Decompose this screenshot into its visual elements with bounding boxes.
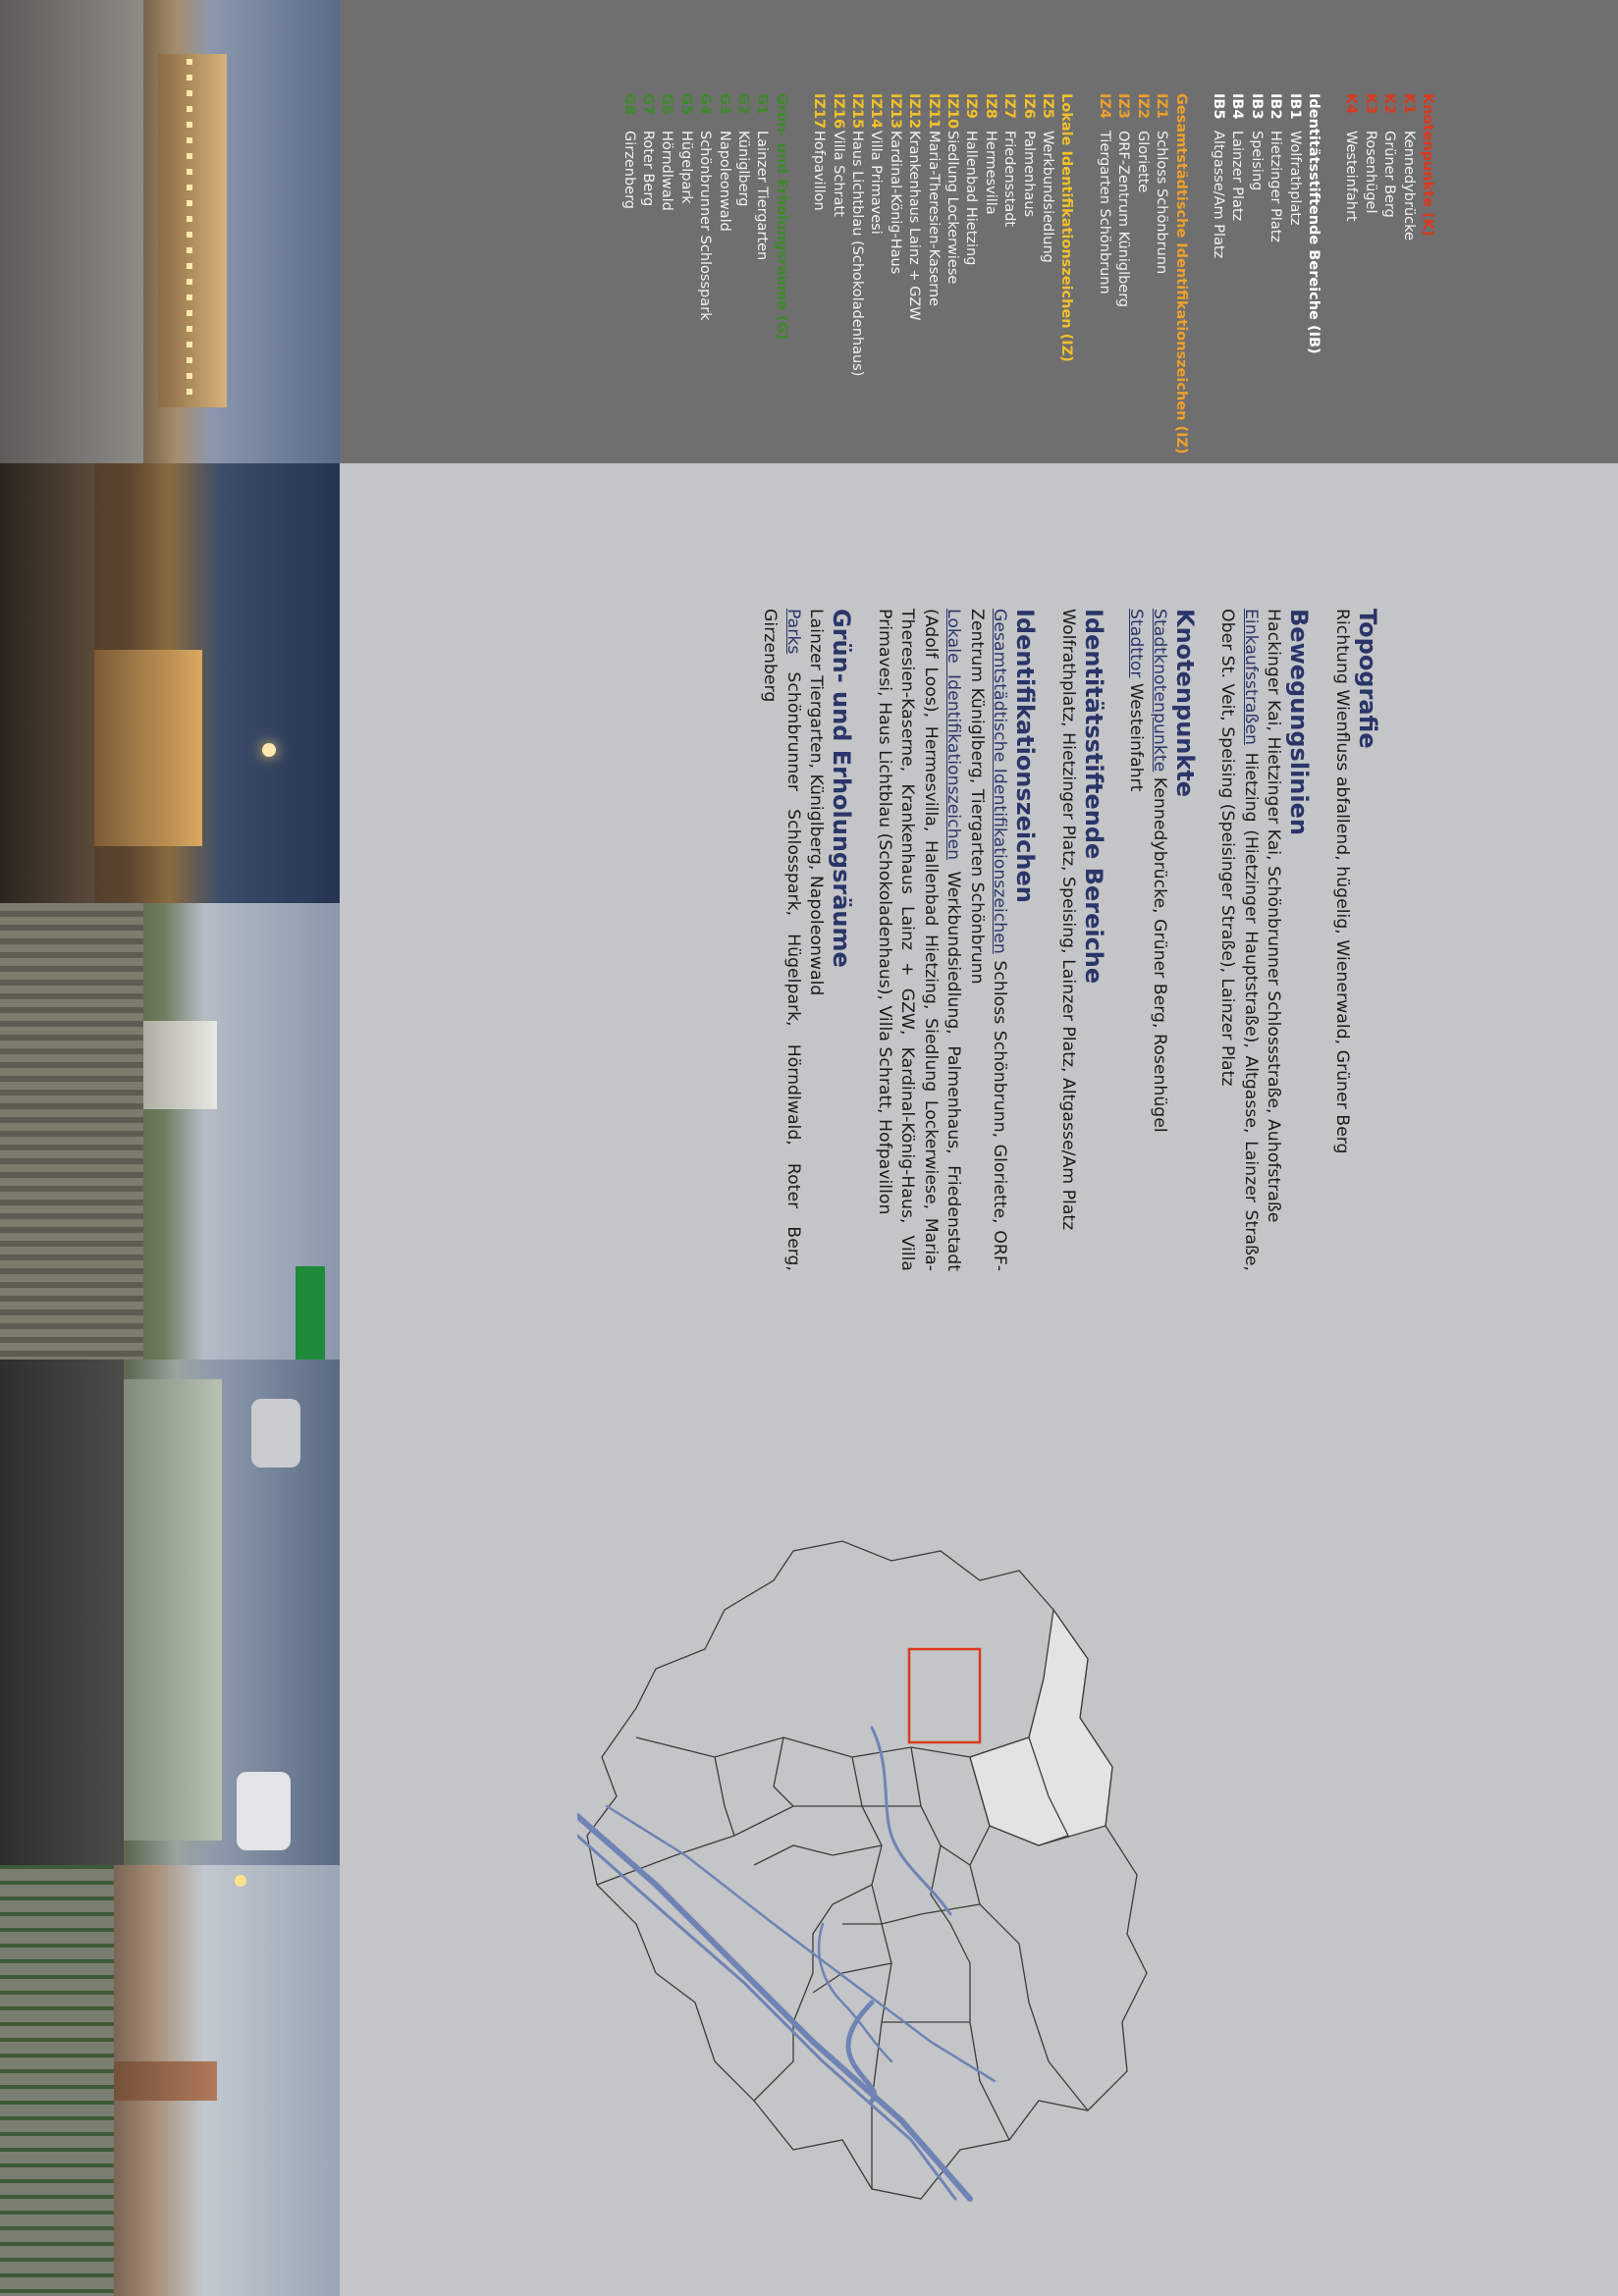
legend-item (1266, 93, 1284, 456)
legend-label: Schönbrunner Schlosspark (697, 131, 714, 321)
legend-label: Küniglberg (735, 131, 751, 207)
label-gesamtstaedtisch: Gesamtstädtische Identifikationszeichen (990, 609, 1010, 954)
palace-lights (187, 59, 192, 402)
heading-knotenpunkte: Knotenpunkte (1171, 609, 1199, 798)
legend-code: K3 (1362, 93, 1378, 115)
legend-label: Maria-Theresien-Kaserne (925, 131, 942, 307)
legend-item (1132, 93, 1151, 456)
legend-label: Tiergarten Schönbrunn (1096, 131, 1112, 294)
legend-group-title: Knotenpunkte (K) (1420, 93, 1435, 237)
legend-label: Lainzer Tiergarten (754, 131, 771, 261)
heading-bewegungslinien: Bewegungslinien (1285, 609, 1314, 835)
legend-item (809, 93, 828, 456)
legend-item (847, 93, 866, 456)
legend-label: Kardinal-König-Haus (887, 131, 903, 275)
legend-code: IB2 (1267, 93, 1284, 120)
photo-road-cars (0, 1360, 340, 1865)
legend-code: G6 (659, 93, 675, 115)
legend-item (866, 93, 885, 456)
legend-item (1246, 93, 1265, 456)
district-boundary (754, 1845, 882, 1865)
district-boundary (970, 1826, 1088, 2110)
legend-code: G2 (735, 93, 751, 115)
legend-label: Lainzer Platz (1229, 131, 1246, 222)
road (0, 463, 94, 903)
legend-group-title: Lokale Identifikationszeichen (IZ) (1058, 93, 1075, 362)
legend-code: IZ11 (925, 93, 942, 130)
legend-code: IZ7 (1001, 93, 1018, 119)
text-knotenpunkte-1: Kennedybrücke, Grüner Berg, Rosenhügel (1150, 772, 1169, 1133)
legend-code: IZ13 (887, 93, 903, 130)
legend-code: G5 (677, 93, 694, 115)
river-wienfluss (872, 1728, 950, 1914)
section-zeichen (873, 609, 1041, 1271)
legend-item (1152, 93, 1170, 456)
legend-label: Villa Primavesi (868, 131, 885, 235)
section-topografie (1330, 609, 1383, 1271)
photo-bridge-church (0, 1865, 340, 2296)
legend-label: ORF-Zentrum Küniglberg (1115, 131, 1132, 308)
legend-item (943, 93, 961, 456)
section-knotenpunkte (1124, 609, 1200, 1271)
legend-item (714, 93, 732, 456)
legend-list (619, 93, 1436, 456)
text-bewegungslinien (1215, 609, 1285, 1271)
car-right (237, 1772, 291, 1850)
heading-bereiche: Identitätsstiftende Bereiche (1080, 609, 1107, 985)
text-knotenpunkte-2: Westeinfahrt (1126, 677, 1147, 792)
legend-code: IZ14 (868, 93, 885, 130)
text-gruen-1: Lainzer Tiergarten, Küniglberg, Napoleonwald (806, 609, 827, 996)
green-wall (124, 1379, 222, 1841)
legend-item (1227, 93, 1246, 456)
legend-item (980, 93, 998, 456)
car-left (251, 1399, 300, 1468)
legend-item (1341, 93, 1360, 456)
legend-label: Hallenbad Hietzing (963, 131, 980, 266)
legend-label: Siedlung Lockerwiese (944, 131, 961, 285)
legend-code: IZ10 (944, 93, 961, 130)
legend-item (1113, 93, 1132, 456)
legend-label: Krankenhaus Lainz + GZW (906, 131, 923, 321)
legend-label: Palmenhaus (1020, 131, 1037, 218)
legend-item (675, 93, 694, 456)
palace-facade (158, 54, 227, 407)
legend-item (961, 93, 980, 456)
photo-station (0, 903, 340, 1360)
district-boundary (931, 1845, 1009, 2140)
legend-code: IZ15 (849, 93, 866, 130)
photo-street-night (0, 463, 340, 903)
legend-code: G4 (697, 93, 714, 115)
legend-code: IZ2 (1134, 93, 1151, 119)
legend-label: Westeinfahrt (1343, 131, 1360, 222)
legend-group-title: Grün- und Erholungsräume (G) (773, 93, 789, 341)
bridge-lamp (235, 1875, 246, 1887)
district-boundary (715, 1757, 734, 1836)
street-lamp (262, 743, 276, 757)
legend-code: IB3 (1248, 93, 1265, 120)
legend-label: Napoleonwald (716, 131, 732, 232)
legend-label: Roter Berg (639, 131, 656, 207)
legend-label: Schloss Schönbrunn (1154, 131, 1170, 275)
legend-label: Hermesvilla (982, 131, 998, 215)
legend-item (828, 93, 846, 456)
label-einkaufsstrassen: Einkaufsstraßen (1241, 609, 1261, 745)
text-bewegungslinien-1: Hackinger Kai, Hietzinger Kai, Schönbrunner Schlossstraße, Auhofstraße (1264, 609, 1284, 1223)
legend-label: Villa Schratt (830, 131, 846, 217)
legend-item (619, 93, 637, 456)
legend-group-title: Gesamtstädtische Identifikationszeichen (IZ) (1172, 93, 1189, 454)
text-zeichen-2: Werkbundsiedlung, Palmenhaus, Friedenstadt (Adolf Loos), Hermesvilla, Hallenbad Hietzing, Siedlung Lockerwiese, Maria-Theresien-Kaserne, Krankenhaus Lainz + GZW, Kardinal-König-Haus, Villa Primavesi, Haus Lichtblau (Schokoladenhaus), Villa Schratt, Hofpavillon (875, 609, 964, 1271)
label-stadtknotenpunkte: Stadtknotenpunkte (1150, 609, 1169, 773)
heading-gruen: Grün- und Erholungsräume (828, 609, 856, 968)
asphalt (0, 1360, 124, 1865)
legend-code: IZ3 (1115, 93, 1132, 119)
legend-item (904, 93, 923, 456)
courtyard (0, 0, 143, 463)
legend-code: G8 (620, 93, 637, 115)
label-stadttor: Stadttor (1126, 609, 1147, 678)
legend-code: G3 (716, 93, 732, 115)
church-tower (99, 2061, 217, 2101)
legend-item (638, 93, 657, 456)
legend-item (1284, 93, 1303, 456)
legend-code: IB4 (1229, 93, 1246, 120)
legend-label: Friedensstadt (1001, 131, 1018, 228)
building-lit (94, 650, 202, 846)
text-gruen (758, 609, 828, 1271)
photo-schonbrunn (0, 0, 340, 463)
label-parks: Parks (783, 609, 803, 655)
legend-item (1095, 93, 1113, 456)
legend-label: Speising (1248, 131, 1265, 191)
label-lokal: Lokale Identifikationszeichen (944, 609, 964, 861)
legend-code: K4 (1343, 93, 1360, 115)
text-gruen-2: Schönbrunner Schlosspark, Hügelpark, Hörndlwald, Roter Berg, Girzenberg (760, 609, 803, 1271)
legend-label: Grüner Berg (1381, 131, 1398, 218)
district-boundary (774, 1737, 793, 1806)
text-zeichen (873, 609, 1011, 1271)
legend-item (885, 93, 903, 456)
legend-code: IZ16 (830, 93, 846, 130)
legend-code: IB5 (1210, 93, 1226, 120)
legend-panel (340, 0, 1618, 463)
legend-code: IZ1 (1154, 93, 1170, 119)
text-bereiche: Wolfrathplatz, Hietzinger Platz, Speising, Lainzer Platz, Altgasse/Am Platz (1058, 609, 1078, 1231)
legend-label: Hügelpark (677, 131, 694, 204)
legend-item (1018, 93, 1037, 456)
bridge-railing (0, 1865, 114, 2296)
station-sign (296, 1266, 325, 1360)
legend-code: G1 (754, 93, 771, 115)
river-donaukanal (819, 1924, 891, 2061)
district-boundary (882, 1904, 980, 1924)
stairs (0, 903, 143, 1360)
district-boundary (636, 1737, 1029, 1757)
legend-label: Kennedybrücke (1400, 131, 1417, 240)
legend-code: IZ4 (1096, 93, 1112, 119)
legend-item (733, 93, 752, 456)
legend-label: Hofpavillon (811, 131, 828, 211)
text-knotenpunkte (1124, 609, 1170, 1271)
legend-code: K1 (1400, 93, 1417, 115)
legend-code: IZ9 (963, 93, 980, 119)
legend-group-title: Identitätsstiftende Bereiche (IB) (1305, 93, 1321, 354)
vienna-district-map (577, 1512, 1166, 2218)
legend-item (1360, 93, 1378, 456)
legend-item (1209, 93, 1227, 456)
focus-area-frame (909, 1649, 980, 1742)
main-text (742, 609, 1382, 1271)
legend-code: IZ5 (1040, 93, 1056, 119)
text-bewegungslinien-2: Hietzing (Hietzinger Hauptstraße), Altgasse, Lainzer Straße, Ober St. Veit, Speising (Speisinger Straße), Lainzer Platz (1217, 609, 1261, 1271)
legend-label: Werkbundsiedlung (1040, 131, 1056, 263)
legend-label: Wolfrathplatz (1286, 131, 1303, 226)
section-gruen (758, 609, 857, 1271)
photo-strip (0, 0, 340, 2296)
legend-code: IZ6 (1020, 93, 1037, 119)
section-bewegungslinien (1215, 609, 1315, 1271)
legend-label: Girzenberg (620, 131, 637, 209)
legend-item (923, 93, 942, 456)
legend-item (657, 93, 675, 456)
legend-item (1379, 93, 1398, 456)
legend-label: Gloriette (1134, 131, 1151, 193)
legend-label: Rosenhügel (1362, 131, 1378, 214)
text-topografie: Richtung Wienfluss abfallend, hügelig, Wienerwald, Grüner Berg (1332, 609, 1352, 1154)
legend-item (999, 93, 1018, 456)
legend-item (752, 93, 771, 456)
legend-code: IZ12 (906, 93, 923, 130)
legend-label: Altgasse/Am Platz (1210, 131, 1226, 259)
heading-zeichen: Identifikationszeichen (1011, 609, 1040, 903)
legend-code: IZ8 (982, 93, 998, 119)
legend-code: IZ17 (811, 93, 828, 130)
district-boundary (852, 1757, 891, 2189)
legend-label: Hietzinger Platz (1267, 131, 1284, 243)
legend-code: K2 (1381, 93, 1398, 115)
section-bereiche (1056, 609, 1109, 1271)
legend-code: IB1 (1286, 93, 1303, 120)
heading-topografie: Topografie (1354, 609, 1381, 749)
legend-label: Haus Lichtblau (Schokoladenhaus) (849, 131, 866, 377)
legend-item (1398, 93, 1417, 456)
legend-item (1038, 93, 1056, 456)
legend-label: Hörndlwald (659, 131, 675, 211)
legend-item (695, 93, 714, 456)
legend-code: G7 (639, 93, 656, 115)
text-zeichen-1: Schloss Schönbrunn, Gloriette, ORF-Zentrum Küniglberg, Tiergarten Schönbrunn (967, 609, 1010, 1271)
